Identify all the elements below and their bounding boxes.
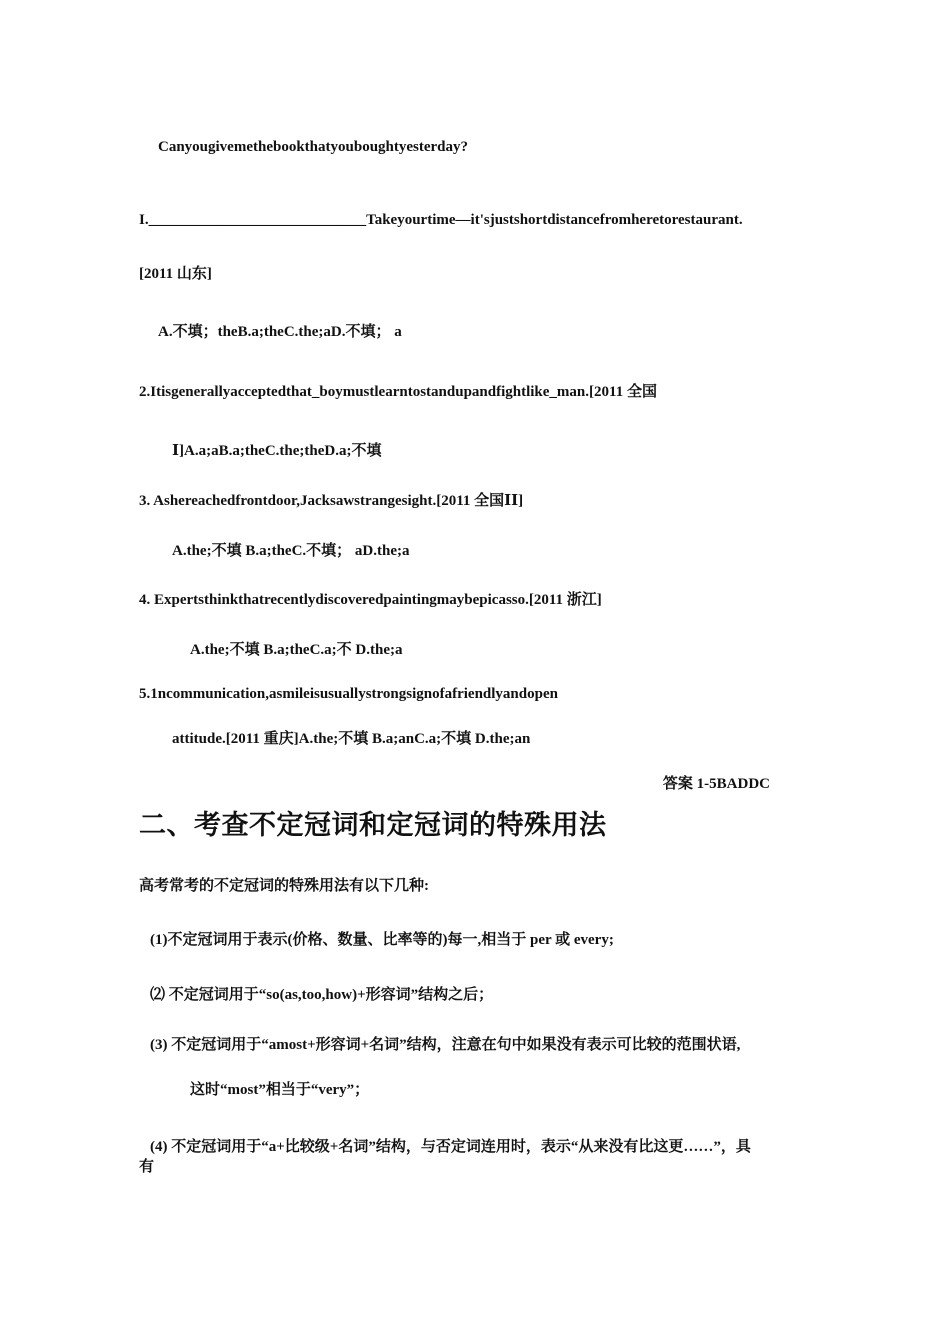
question-2-stem: 2.Itisgenerallyacceptedthat_boymustlearntostandupandfightlike_man.[2011 全国 — [139, 384, 657, 400]
question-4-stem: 4. Expertsthinkthatrecentlydiscoveredpaintingmaybepicasso.[2011 浙江] — [139, 592, 602, 608]
question-5-stem: 5.1ncommunication,asmileisusuallystrongsignofafriendlyandopen — [139, 686, 558, 702]
rule-3-line-1: (3) 不定冠词用于“amost+形容词+名词”结构，注意在句中如果没有表示可比较的范围状语, — [150, 1037, 741, 1053]
question-1-stem: I._____________________________Takeyourtime—it'sjustshortdistancefromheretorestaurant. — [139, 212, 743, 228]
question-3-options: A.the;不填 B.a;theC.不填； aD.the;a — [172, 543, 410, 559]
rule-1: (1)不定冠词用于表示(价格、数量、比率等的)每一,相当于 per 或 every; — [150, 932, 614, 948]
question-4-options: A.the;不填 B.a;theC.a;不 D.the;a — [190, 642, 403, 658]
rule-4-line-1: (4) 不定冠词用于“a+比较级+名词”结构，与否定词连用时，表示“从来没有比这更……”，具 — [150, 1139, 751, 1155]
section-intro: 高考常考的不定冠词的特殊用法有以下几种: — [139, 878, 429, 894]
question-3-stem: 3. Ashereachedfrontdoor,Jacksawstrangesight.[2011 全国ⅠⅠ] — [139, 493, 524, 509]
question-1-options: A.不填；theB.a;theC.the;aD.不填； a — [158, 324, 402, 340]
rule-3-line-2: 这时“most”相当于“very”； — [190, 1082, 370, 1098]
rule-4-line-2: 有 — [139, 1159, 155, 1175]
question-5-options: attitude.[2011 重庆]A.the;不填 B.a;anC.a;不填 D.the;an — [172, 731, 531, 747]
rule-2: ⑵ 不定冠词用于“so(as,too,how)+形容词”结构之后； — [150, 987, 494, 1003]
answer-key: 答案 1-5BADDC — [662, 776, 770, 792]
question-2-options: Ⅰ]A.a;aB.a;theC.the;theD.a;不填 — [172, 443, 382, 459]
section-heading: 二、考查不定冠词和定冠词的特殊用法 — [139, 810, 607, 841]
intro-sentence: Canyougivemethebookthatyouboughtyesterday? — [158, 139, 469, 155]
question-1-source: [2011 山东] — [139, 266, 212, 282]
